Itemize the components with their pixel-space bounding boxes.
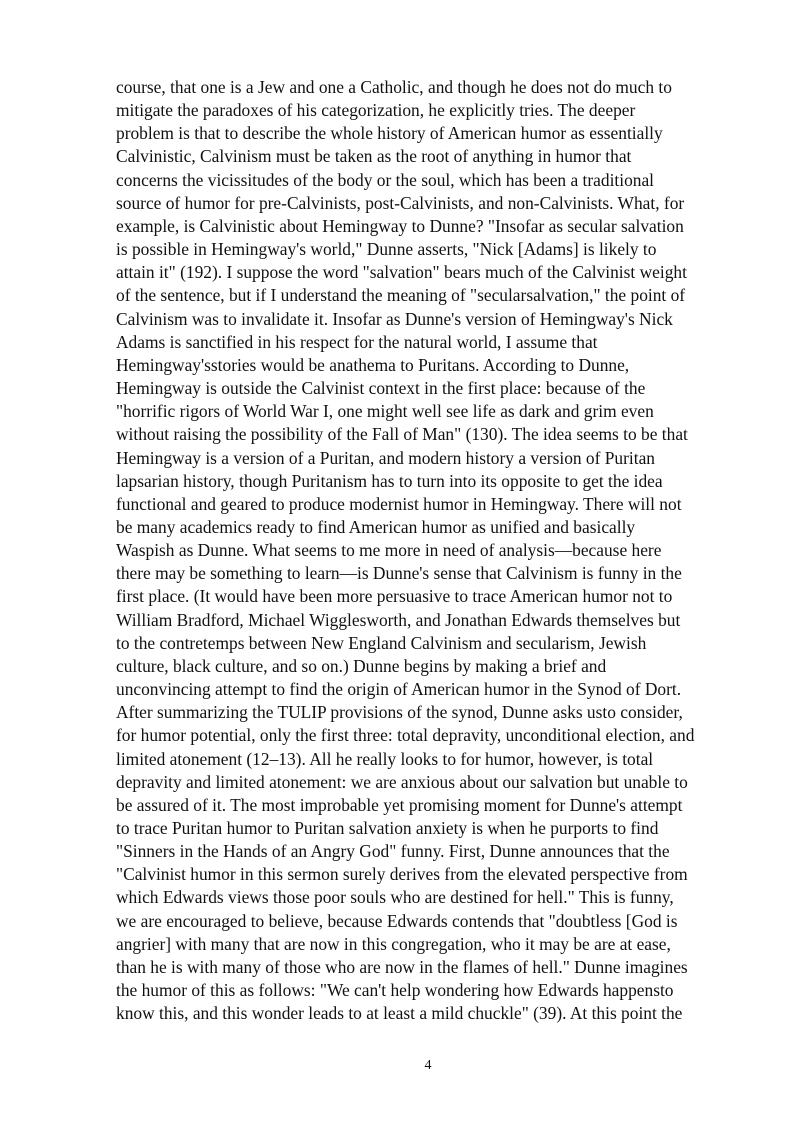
text-line: which Edwards views those poor souls who are destined for hell." This is funny, xyxy=(116,887,674,908)
text-line: the humor of this as follows: "We can't help wondering how Edwards happensto xyxy=(116,980,674,1001)
text-line: William Bradford, Michael Wigglesworth, and Jonathan Edwards themselves but xyxy=(116,609,681,630)
text-line: depravity and limited atonement: we are anxious about our salvation but unable to xyxy=(116,771,688,792)
text-line: Hemingway is a version of a Puritan, and modern history a version of Puritan xyxy=(116,447,655,468)
text-line: functional and geared to produce modernist humor in Hemingway. There will not xyxy=(116,493,682,514)
text-line: problem is that to describe the whole history of American humor as essentially xyxy=(116,123,663,144)
text-line: unconvincing attempt to find the origin of American humor in the Synod of Dort. xyxy=(116,679,682,700)
text-line: than he is with many of those who are now in the flames of hell." Dunne imagines xyxy=(116,956,688,977)
text-line: for humor potential, only the first three: total depravity, unconditional election, and xyxy=(116,725,695,746)
text-line: Calvinism was to invalidate it. Insofar as Dunne's version of Hemingway's Nick xyxy=(116,308,673,329)
text-line: After summarizing the TULIP provisions of the synod, Dunne asks usto consider, xyxy=(116,702,683,723)
text-line: there may be something to learn—is Dunne's sense that Calvinism is funny in the xyxy=(116,563,682,584)
text-line: "Sinners in the Hands of an Angry God" funny. First, Dunne announces that the xyxy=(116,841,670,862)
text-line: without raising the possibility of the Fall of Man" (130). The idea seems to be that xyxy=(116,424,688,445)
text-line: to trace Puritan humor to Puritan salvation anxiety is when he purports to find xyxy=(116,818,659,838)
text-line: Waspish as Dunne. What seems to me more in need of analysis—because here xyxy=(116,540,662,561)
text-line: course, that one is a Jew and one a Catholic, and though he does not do much to xyxy=(116,77,672,97)
text-line: Hemingway'sstories would be anathema to Puritans. According to Dunne, xyxy=(116,354,630,375)
text-line: be assured of it. The most improbable yet promising moment for Dunne's attempt xyxy=(116,794,683,815)
text-line: "Calvinist humor in this sermon surely derives from the elevated perspective from xyxy=(116,864,688,885)
text-line: mitigate the paradoxes of his categorization, he explicitly tries. The deeper xyxy=(116,100,636,121)
text-line: example, is Calvinistic about Hemingway to Dunne? "Insofar as secular salvation xyxy=(116,215,684,236)
text-line: source of humor for pre-Calvinists, post-Calvinists, and non-Calvinists. What, for xyxy=(116,192,685,213)
text-line: limited atonement (12–13). All he really looks to for humor, however, is total xyxy=(116,748,654,769)
text-line: first place. (It would have been more persuasive to trace American humor not to xyxy=(116,586,673,607)
text-line: attain it" (192). I suppose the word "salvation" bears much of the Calvinist weight xyxy=(116,262,687,283)
text-line: of the sentence, but if I understand the meaning of "secularsalvation," the point of xyxy=(116,285,686,306)
text-line: know this, and this wonder leads to at least a mild chuckle" (39). At this point the xyxy=(116,1003,683,1024)
text-line: is possible in Hemingway's world," Dunne asserts, "Nick [Adams] is likely to xyxy=(116,239,657,260)
text-line: Adams is sanctified in his respect for the natural world, I assume that xyxy=(116,331,598,352)
text-line: concerns the vicissitudes of the body or the soul, which has been a traditional xyxy=(116,169,655,190)
text-line: be many academics ready to find American humor as unified and basically xyxy=(116,516,636,537)
text-line: we are encouraged to believe, because Edwards contends that "doubtless [God is xyxy=(116,910,678,931)
page-number: 4 xyxy=(424,1058,432,1073)
text-line: to the contretemps between New England Calvinism and secularism, Jewish xyxy=(116,632,647,653)
text-line: Calvinistic, Calvinism must be taken as the root of anything in humor that xyxy=(116,146,632,167)
text-line: lapsarian history, though Puritanism has to turn into its opposite to get the idea xyxy=(116,470,663,491)
text-line: Hemingway is outside the Calvinist context in the first place: because of the xyxy=(116,378,646,399)
text-line: culture, black culture, and so on.) Dunne begins by making a brief and xyxy=(116,655,607,676)
body-text xyxy=(116,76,746,1025)
text-line: "horrific rigors of World War I, one might well see life as dark and grim even xyxy=(116,401,654,422)
text-line: angrier] with many that are now in this congregation, who it may be are at ease, xyxy=(116,933,671,954)
